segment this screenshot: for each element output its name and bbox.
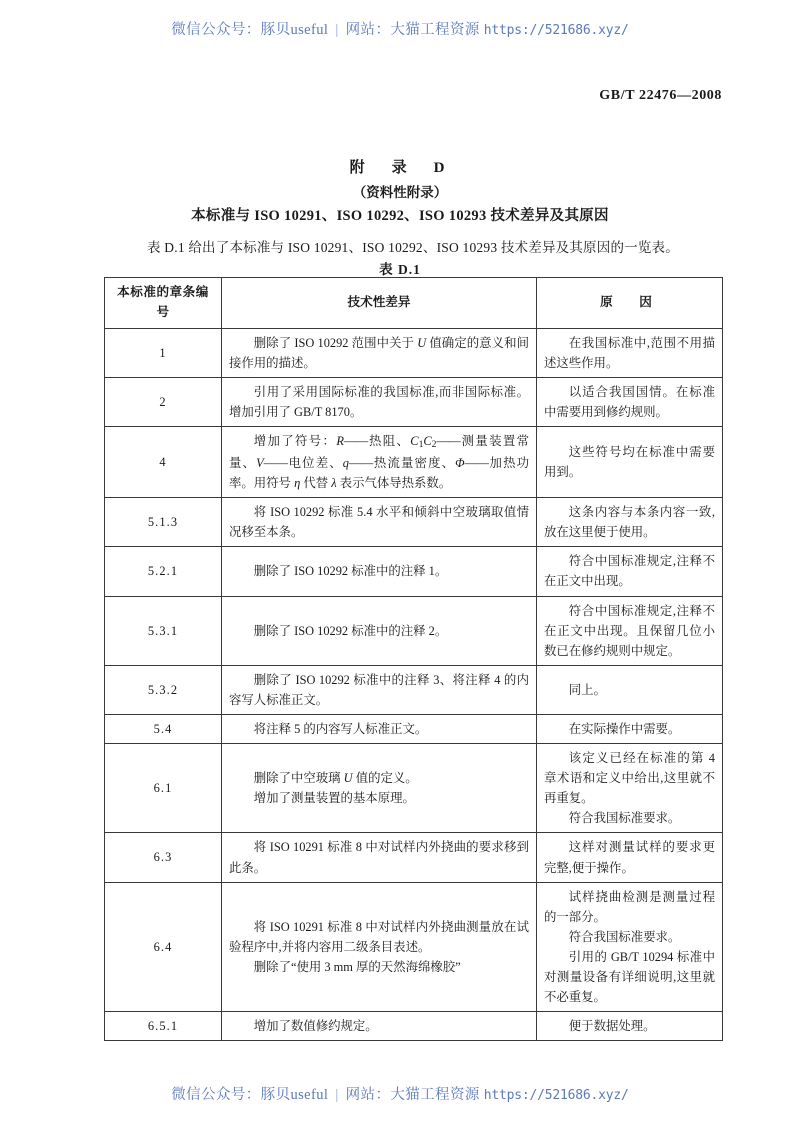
table-row	[105, 714, 723, 743]
cell-clause-number: 6.3	[105, 833, 222, 882]
cell-reason	[537, 427, 723, 498]
cell-technical-difference	[222, 547, 537, 596]
watermark-separator: |	[335, 22, 339, 38]
cell-technical-difference	[222, 1012, 537, 1041]
paragraph: 删除了 ISO 10292 范围中关于 U 值确定的意义和间接作用的描述。	[229, 335, 529, 370]
cell-reason	[537, 665, 723, 714]
cell-clause-number: 2	[105, 377, 222, 426]
watermark-separator: |	[335, 1087, 339, 1103]
cell-clause-number: 4	[105, 427, 222, 498]
table-row	[105, 596, 723, 665]
paragraph: 在我国标准中,范围不用描述这些作用。	[544, 335, 715, 370]
table-caption: 表 D.1	[379, 262, 421, 277]
cell-clause-number: 6.1	[105, 744, 222, 833]
technical-differences-table	[104, 277, 723, 1041]
paragraph: 符合我国标准要求。	[568, 811, 681, 826]
table-body	[105, 328, 723, 1041]
paragraph: 便于数据处理。	[568, 1019, 656, 1034]
paragraph: 符合中国标准规定,注释不在正文中出现。	[544, 554, 715, 589]
table-row	[105, 833, 723, 882]
running-head-standard-number: GB/T 22476—2008	[599, 88, 722, 103]
paragraph: 将 ISO 10291 标准 8 中对试样内外挠曲的要求移到此条。	[229, 840, 529, 875]
cell-reason	[537, 377, 723, 426]
cell-technical-difference	[222, 714, 537, 743]
cell-clause-number: 5.2.1	[105, 547, 222, 596]
watermark-site-label: 网站：大猫工程资源	[345, 22, 480, 38]
column-header-clause: 本标准的章条编号	[105, 278, 222, 329]
paragraph: 删除了 ISO 10292 标准中的注释 2。	[253, 623, 448, 638]
paragraph: 这样对测量试样的要求更完整,便于操作。	[544, 840, 715, 875]
cell-clause-number: 6.4	[105, 882, 222, 1012]
paragraph: 将 ISO 10292 标准 5.4 水平和倾斜中空玻璃取值情况移至本条。	[229, 505, 529, 540]
cell-technical-difference	[222, 498, 537, 547]
cell-reason	[537, 833, 723, 882]
cell-technical-difference	[222, 744, 537, 833]
table-row	[105, 882, 723, 1012]
paragraph: 删除了“使用 3 mm 厚的天然海绵橡胶”	[253, 959, 461, 974]
table-row	[105, 744, 723, 833]
paragraph: 引用的 GB/T 10294 标准中对测量设备有详细说明,这里就不必重复。	[544, 949, 715, 1005]
table-row	[105, 665, 723, 714]
watermark-top	[0, 18, 800, 39]
intro-paragraph: 表 D.1 给出了本标准与 ISO 10291、ISO 10292、ISO 10293 技术差异及其原因的一览表。	[147, 240, 679, 255]
column-header-difference: 技术性差异	[222, 278, 537, 329]
paragraph: 增加了测量装置的基本原理。	[253, 791, 415, 806]
cell-reason	[537, 1012, 723, 1041]
paragraph: 这些符号均在标准中需要用到。	[544, 445, 715, 480]
paragraph: 符合中国标准规定,注释不在正文中出现。且保留几位小数已在修约规则中规定。	[544, 603, 715, 658]
paragraph: 试样挠曲检测是测量过程的一部分。	[544, 889, 715, 924]
cell-clause-number: 5.3.1	[105, 596, 222, 665]
paragraph: 删除了中空玻璃 U 值的定义。	[253, 771, 418, 786]
cell-technical-difference	[222, 665, 537, 714]
cell-technical-difference	[222, 328, 537, 377]
table-row	[105, 427, 723, 498]
cell-technical-difference	[222, 596, 537, 665]
annex-heading: 本标准与 ISO 10291、ISO 10292、ISO 10293 技术差异及其原因	[191, 208, 609, 224]
paragraph: 符合我国标准要求。	[568, 929, 681, 944]
paragraph: 将注释 5 的内容写人标准正文。	[253, 721, 428, 736]
cell-reason	[537, 596, 723, 665]
watermark-wechat-label: 微信公众号：豚贝useful	[171, 22, 329, 38]
watermark-bottom	[0, 1083, 800, 1104]
column-header-reason: 原 因	[537, 278, 723, 329]
cell-clause-number: 6.5.1	[105, 1012, 222, 1041]
cell-reason	[537, 882, 723, 1012]
paragraph: 该定义已经在标准的第 4 章术语和定义中给出,这里就不再重复。	[544, 751, 715, 806]
table-header-row	[105, 278, 723, 329]
cell-reason	[537, 498, 723, 547]
paragraph: 同上。	[568, 682, 606, 697]
cell-reason	[537, 714, 723, 743]
cell-technical-difference	[222, 833, 537, 882]
table-row	[105, 377, 723, 426]
paragraph: 增加了数值修约规定。	[253, 1019, 378, 1034]
annex-title: 附 录 D	[349, 160, 451, 176]
watermark-url: https://521686.xyz/	[483, 1088, 629, 1103]
table-row	[105, 498, 723, 547]
table-row	[105, 1012, 723, 1041]
watermark-url: https://521686.xyz/	[483, 23, 629, 38]
cell-reason	[537, 744, 723, 833]
paragraph: 引用了采用国际标准的我国标准,而非国际标准。增加引用了 GB/T 8170。	[229, 384, 529, 420]
paragraph: 删除了 ISO 10292 标准中的注释 1。	[253, 564, 448, 579]
paragraph: 删除了 ISO 10292 标准中的注释 3、将注释 4 的内容写人标准正文。	[229, 672, 529, 707]
watermark-wechat-label: 微信公众号：豚贝useful	[171, 1087, 329, 1103]
table-row	[105, 547, 723, 596]
cell-technical-difference	[222, 427, 537, 498]
paragraph: 以适合我国国情。在标准中需要用到修约规则。	[544, 384, 715, 420]
cell-clause-number: 5.1.3	[105, 498, 222, 547]
cell-technical-difference	[222, 377, 537, 426]
annex-subtitle: （资料性附录）	[352, 185, 448, 200]
cell-technical-difference	[222, 882, 537, 1012]
paragraph: 这条内容与本条内容一致,放在这里便于使用。	[544, 505, 715, 540]
watermark-site-label: 网站：大猫工程资源	[345, 1087, 480, 1103]
cell-clause-number: 5.3.2	[105, 665, 222, 714]
cell-reason	[537, 547, 723, 596]
cell-clause-number: 5.4	[105, 714, 222, 743]
table-row	[105, 328, 723, 377]
paragraph: 在实际操作中需要。	[568, 721, 681, 736]
cell-clause-number: 1	[105, 328, 222, 377]
paragraph: 增加了符号：R——热阻、$C_1C_2——$测量装置常量、V——电位差、q——热流量密度、Φ——加热功率。用符号 η 代替 λ 表示气体导热系数。	[229, 434, 530, 491]
cell-reason	[537, 328, 723, 377]
paragraph: 将 ISO 10291 标准 8 中对试样内外挠曲测量放在试验程序中,并将内容用二级条目表述。	[229, 919, 529, 954]
